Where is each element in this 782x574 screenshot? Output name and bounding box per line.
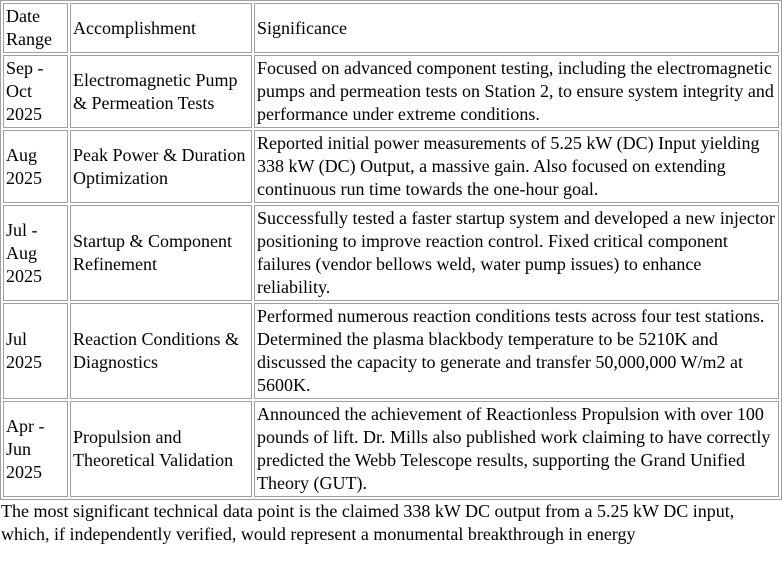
accomplishment-cell: Electromagnetic Pump & Permeation Tests — [70, 55, 252, 128]
date-range-cell: Aug 2025 — [3, 130, 68, 203]
accomplishment-cell: Propulsion and Theoretical Validation — [70, 401, 252, 497]
table-row — [3, 130, 779, 203]
significance-cell: Successfully tested a faster startup system and developed a new injector positioning to improve reaction control. Fixed critical component failures (vendor bellows weld, water pump issues) to enhance reliability. — [254, 205, 779, 301]
table-row — [3, 205, 779, 301]
significance-cell: Performed numerous reaction conditions tests across four test stations. Determined the plasma blackbody temperature to be 5210K and discussed the capacity to generate and transfer 50,000,000 W/m2 at 5600K. — [254, 303, 779, 399]
accomplishment-cell: Peak Power & Duration Optimization — [70, 130, 252, 203]
accomplishment-cell: Startup & Component Refinement — [70, 205, 252, 301]
header-date-range: Date Range — [3, 3, 68, 53]
table-row — [3, 55, 779, 128]
table-row — [3, 303, 779, 399]
date-range-cell: Jul 2025 — [3, 303, 68, 399]
date-range-cell: Sep - Oct 2025 — [3, 55, 68, 128]
header-accomplishment: Accomplishment — [70, 3, 252, 53]
header-row — [3, 3, 779, 53]
table-row — [3, 401, 779, 497]
significance-cell: Reported initial power measurements of 5.25 kW (DC) Input yielding 338 kW (DC) Output, a massive gain. Also focused on extending continuous run time towards the one-hour goal. — [254, 130, 779, 203]
significance-cell: Announced the achievement of Reactionless Propulsion with over 100 pounds of lift. Dr. Mills also published work claiming to have correctly predicted the Webb Telescope results, supporting the Grand Unified Theory (GUT). — [254, 401, 779, 497]
header-significance: Significance — [254, 3, 779, 53]
date-range-cell: Apr - Jun 2025 — [3, 401, 68, 497]
accomplishment-cell: Reaction Conditions & Diagnostics — [70, 303, 252, 399]
summary-paragraph: The most significant technical data point is the claimed 338 kW DC output from a 5.25 kW DC input, which, if independently verified, would represent a monumental breakthrough in energy — [1, 501, 735, 544]
significance-cell: Focused on advanced component testing, including the electromagnetic pumps and permeation tests on Station 2, to ensure system integrity and performance under extreme conditions. — [254, 55, 779, 128]
date-range-cell: Jul - Aug 2025 — [3, 205, 68, 301]
